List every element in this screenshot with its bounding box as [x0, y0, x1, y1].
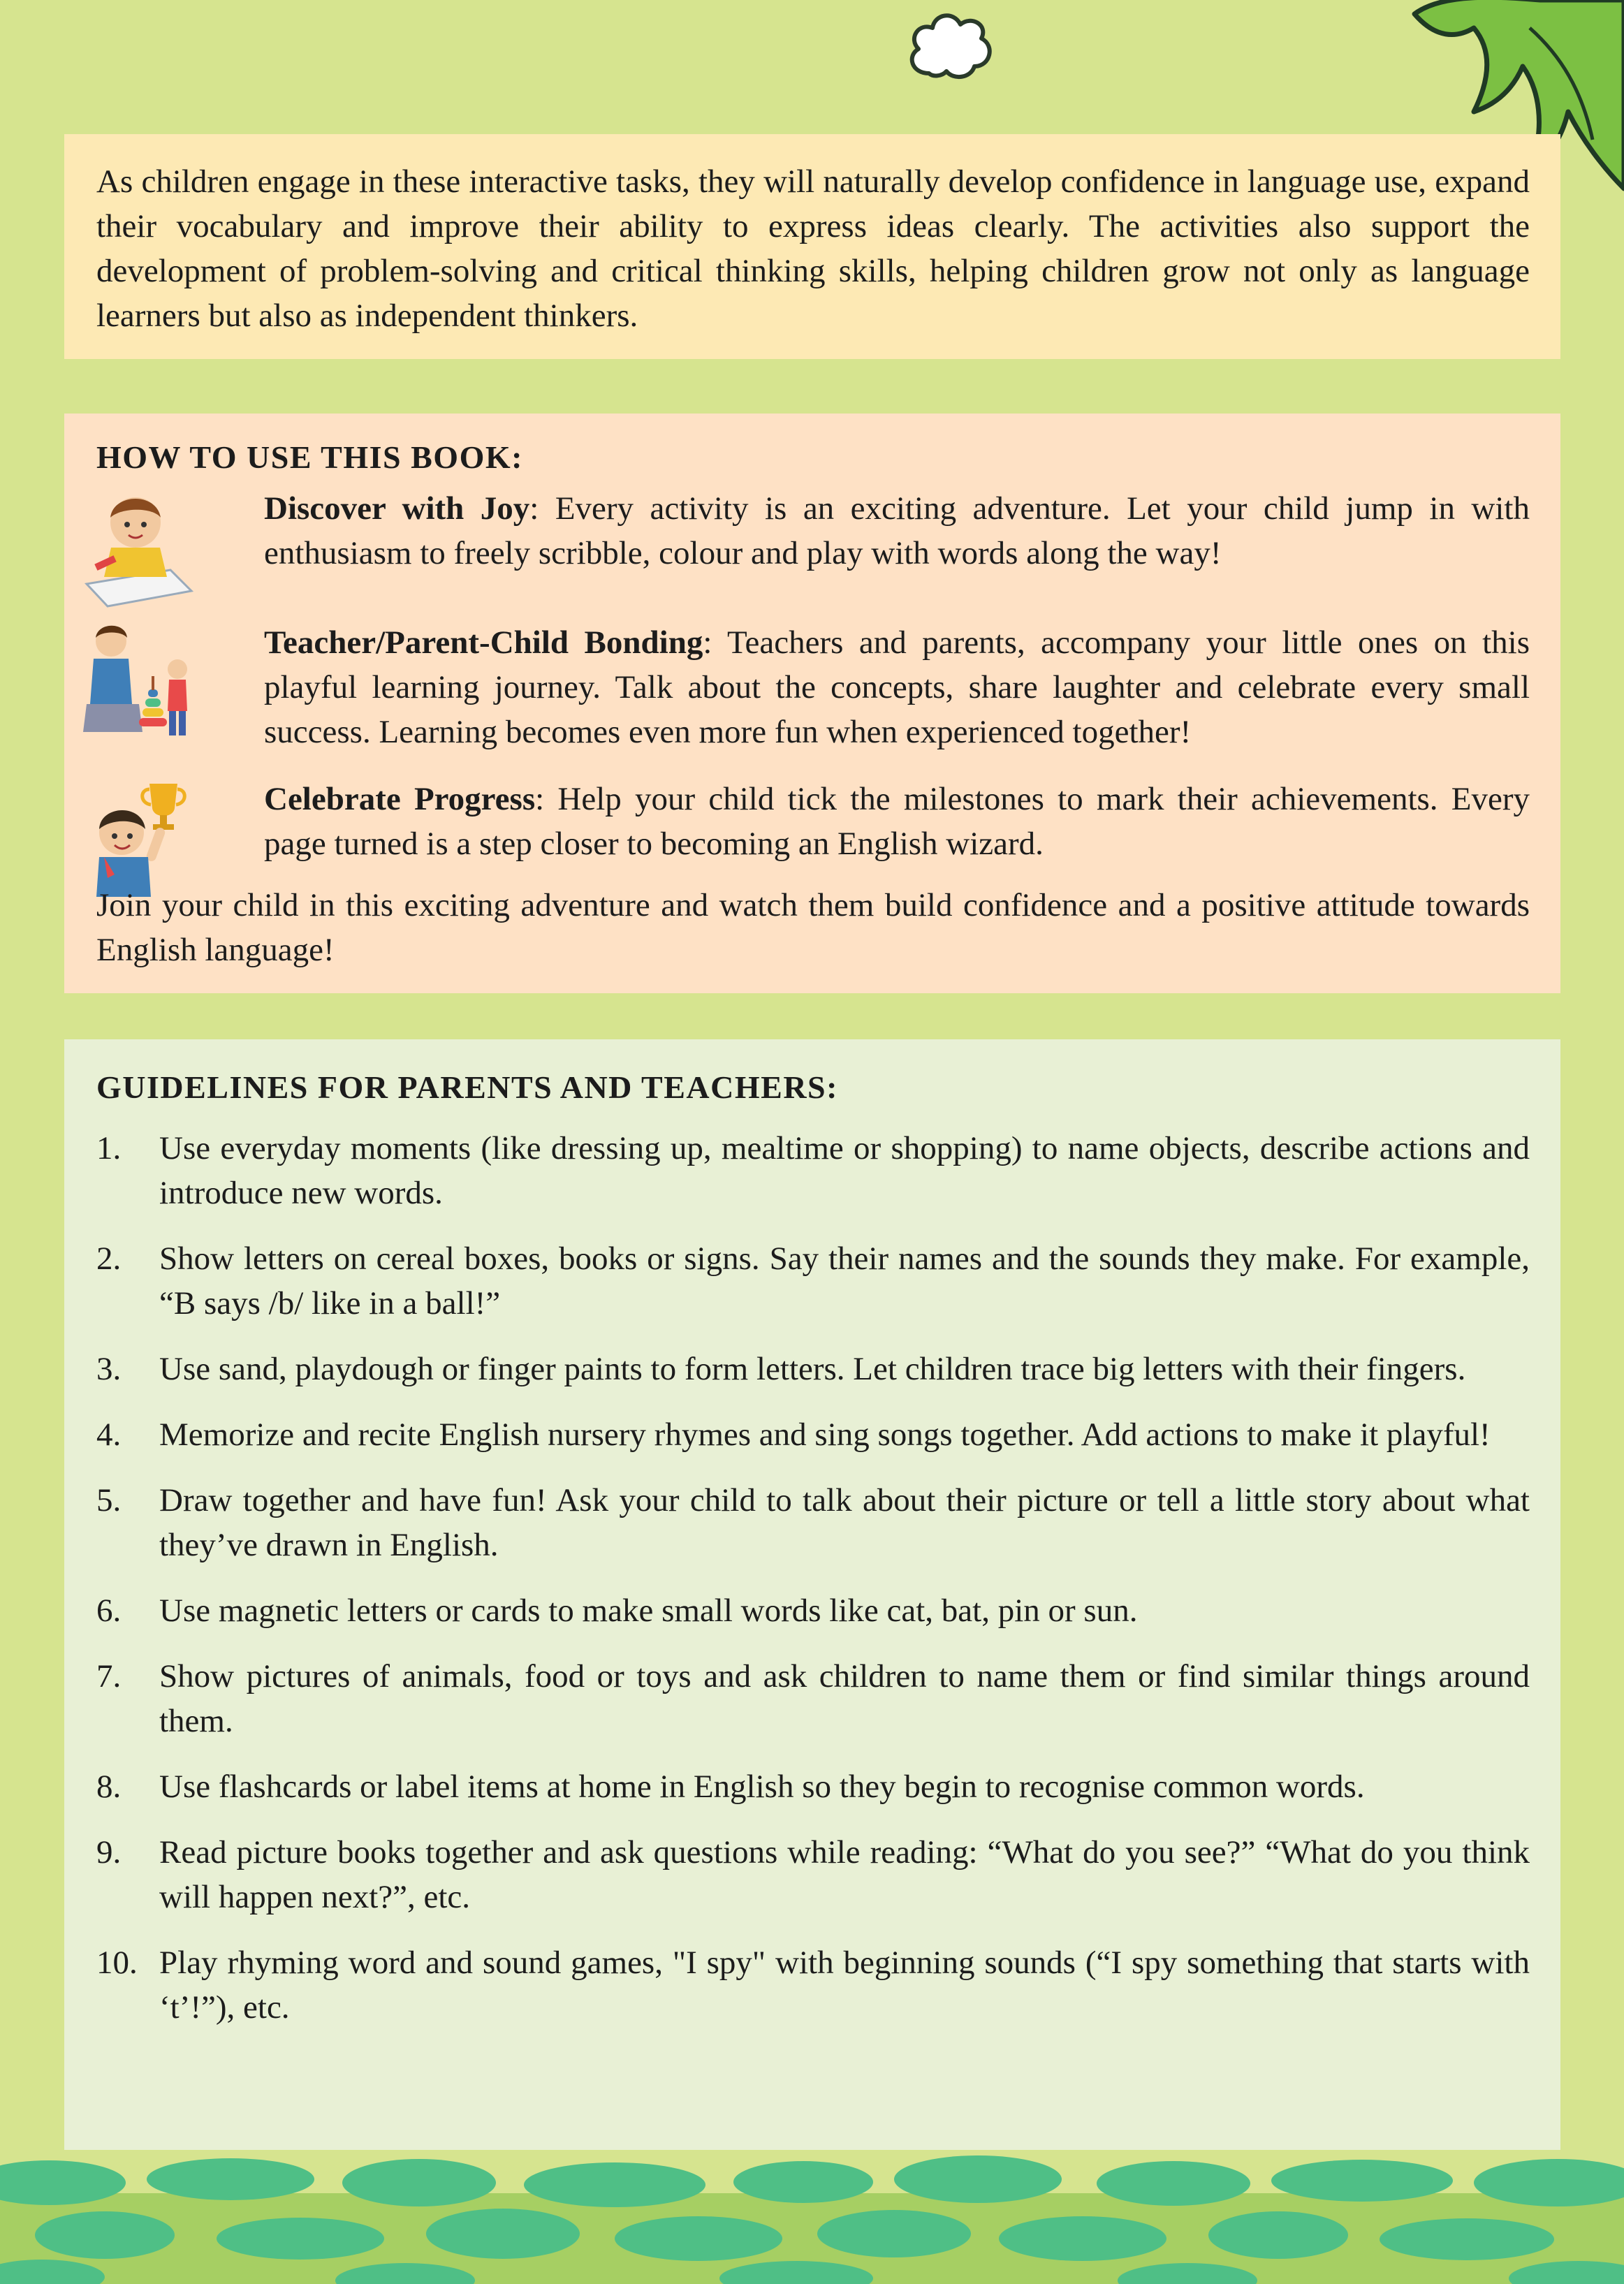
- list-item-text: Use flashcards or label items at home in English so they begin to recognise common words.: [159, 1769, 1365, 1805]
- list-item-text: Show letters on cereal boxes, books or signs. Say their names and the sounds they make. For example, “B says /b/ like in a ball!”: [159, 1240, 1530, 1322]
- guidelines-panel: [64, 1039, 1560, 2150]
- list-item-number: 4.: [96, 1416, 122, 1453]
- list-item-text: Read picture books together and ask questions while reading: “What do you see?” “What do you think will happen next?”, etc.: [159, 1834, 1530, 1915]
- list-item-number: 2.: [96, 1240, 122, 1277]
- howto-item-text: : Teachers and parents, accompany your little ones on this playful learning journey. Talk about the concepts, share laughter and celebrate every small success. Learning becomes even more fun when experienced together!: [264, 624, 1530, 750]
- list-item: [96, 1347, 1530, 1391]
- list-item-text: Show pictures of animals, food or toys and ask children to name them or find similar things around them.: [159, 1658, 1530, 1739]
- list-item-number: 6.: [96, 1593, 122, 1629]
- list-item-number: 5.: [96, 1482, 122, 1518]
- list-item-number: 3.: [96, 1351, 122, 1387]
- list-item-number: 7.: [96, 1658, 122, 1694]
- howto-item-celebrate: [96, 777, 1530, 866]
- howto-item-bonding: [96, 620, 1530, 754]
- list-item: [96, 1236, 1530, 1326]
- list-item: [96, 1940, 1530, 2030]
- list-item-text: Play rhyming word and sound games, "I spy" with beginning sounds (“I spy something that starts with ‘t’!”), etc.: [159, 1945, 1530, 2026]
- how-to-use-heading: HOW TO USE THIS BOOK:: [96, 439, 523, 475]
- howto-item-text: : Every activity is an exciting adventure. Let your child jump in with enthusiasm to freely scribble, colour and play with words along the way!: [264, 490, 1530, 571]
- list-item: [96, 1764, 1530, 1809]
- guidelines-list: [96, 1126, 1530, 2051]
- child-drawing-icon: [73, 486, 195, 608]
- guidelines-heading: GUIDELINES FOR PARENTS AND TEACHERS:: [96, 1069, 838, 1105]
- list-item-number: 9.: [96, 1834, 122, 1871]
- list-item-text: Memorize and recite English nursery rhymes and sing songs together. Add actions to make it playful!: [159, 1416, 1491, 1453]
- list-item: [96, 1126, 1530, 1215]
- intro-paragraph: As children engage in these interactive tasks, they will naturally develop confidence in language use, expand their vocabulary and improve their ability to express ideas clearly. The activities also support the development of problem-solving and critical thinking skills, helping children grow not only as language learners but also as independent thinkers.: [96, 163, 1530, 334]
- trophy-child-icon: [73, 777, 195, 899]
- list-item: [96, 1412, 1530, 1457]
- how-to-use-panel: [64, 413, 1560, 993]
- list-item: [96, 1654, 1530, 1743]
- list-item-number: 10.: [96, 1945, 138, 1981]
- list-item-text: Use sand, playdough or finger paints to form letters. Let children trace big letters with their fingers.: [159, 1351, 1466, 1387]
- howto-closing-paragraph: Join your child in this exciting adventure and watch them build confidence and a positive attitude towards English language!: [96, 887, 1530, 968]
- intro-panel: [64, 134, 1560, 359]
- howto-item-discover: [96, 486, 1530, 576]
- list-item-text: Draw together and have fun! Ask your child to talk about their picture or tell a little story about what they’ve drawn in English.: [159, 1482, 1530, 1563]
- parent-child-icon: [73, 620, 195, 742]
- howto-item-title: Discover with Joy: [264, 490, 530, 527]
- list-item: [96, 1830, 1530, 1919]
- list-item-number: 1.: [96, 1130, 122, 1166]
- howto-item-text: : Help your child tick the milestones to mark their achievements. Every page turned is a step closer to becoming an English wizard.: [264, 781, 1530, 862]
- howto-item-title: Celebrate Progress: [264, 781, 536, 817]
- stepping-stones-decoration: [0, 2151, 1624, 2284]
- list-item: [96, 1588, 1530, 1633]
- list-item-text: Use magnetic letters or cards to make small words like cat, bat, pin or sun.: [159, 1593, 1138, 1629]
- list-item: [96, 1478, 1530, 1567]
- cloud-icon: [901, 7, 999, 87]
- howto-item-title: Teacher/Parent-Child Bonding: [264, 624, 703, 661]
- list-item-number: 8.: [96, 1769, 122, 1805]
- list-item-text: Use everyday moments (like dressing up, mealtime or shopping) to name objects, describe actions and introduce new words.: [159, 1130, 1530, 1211]
